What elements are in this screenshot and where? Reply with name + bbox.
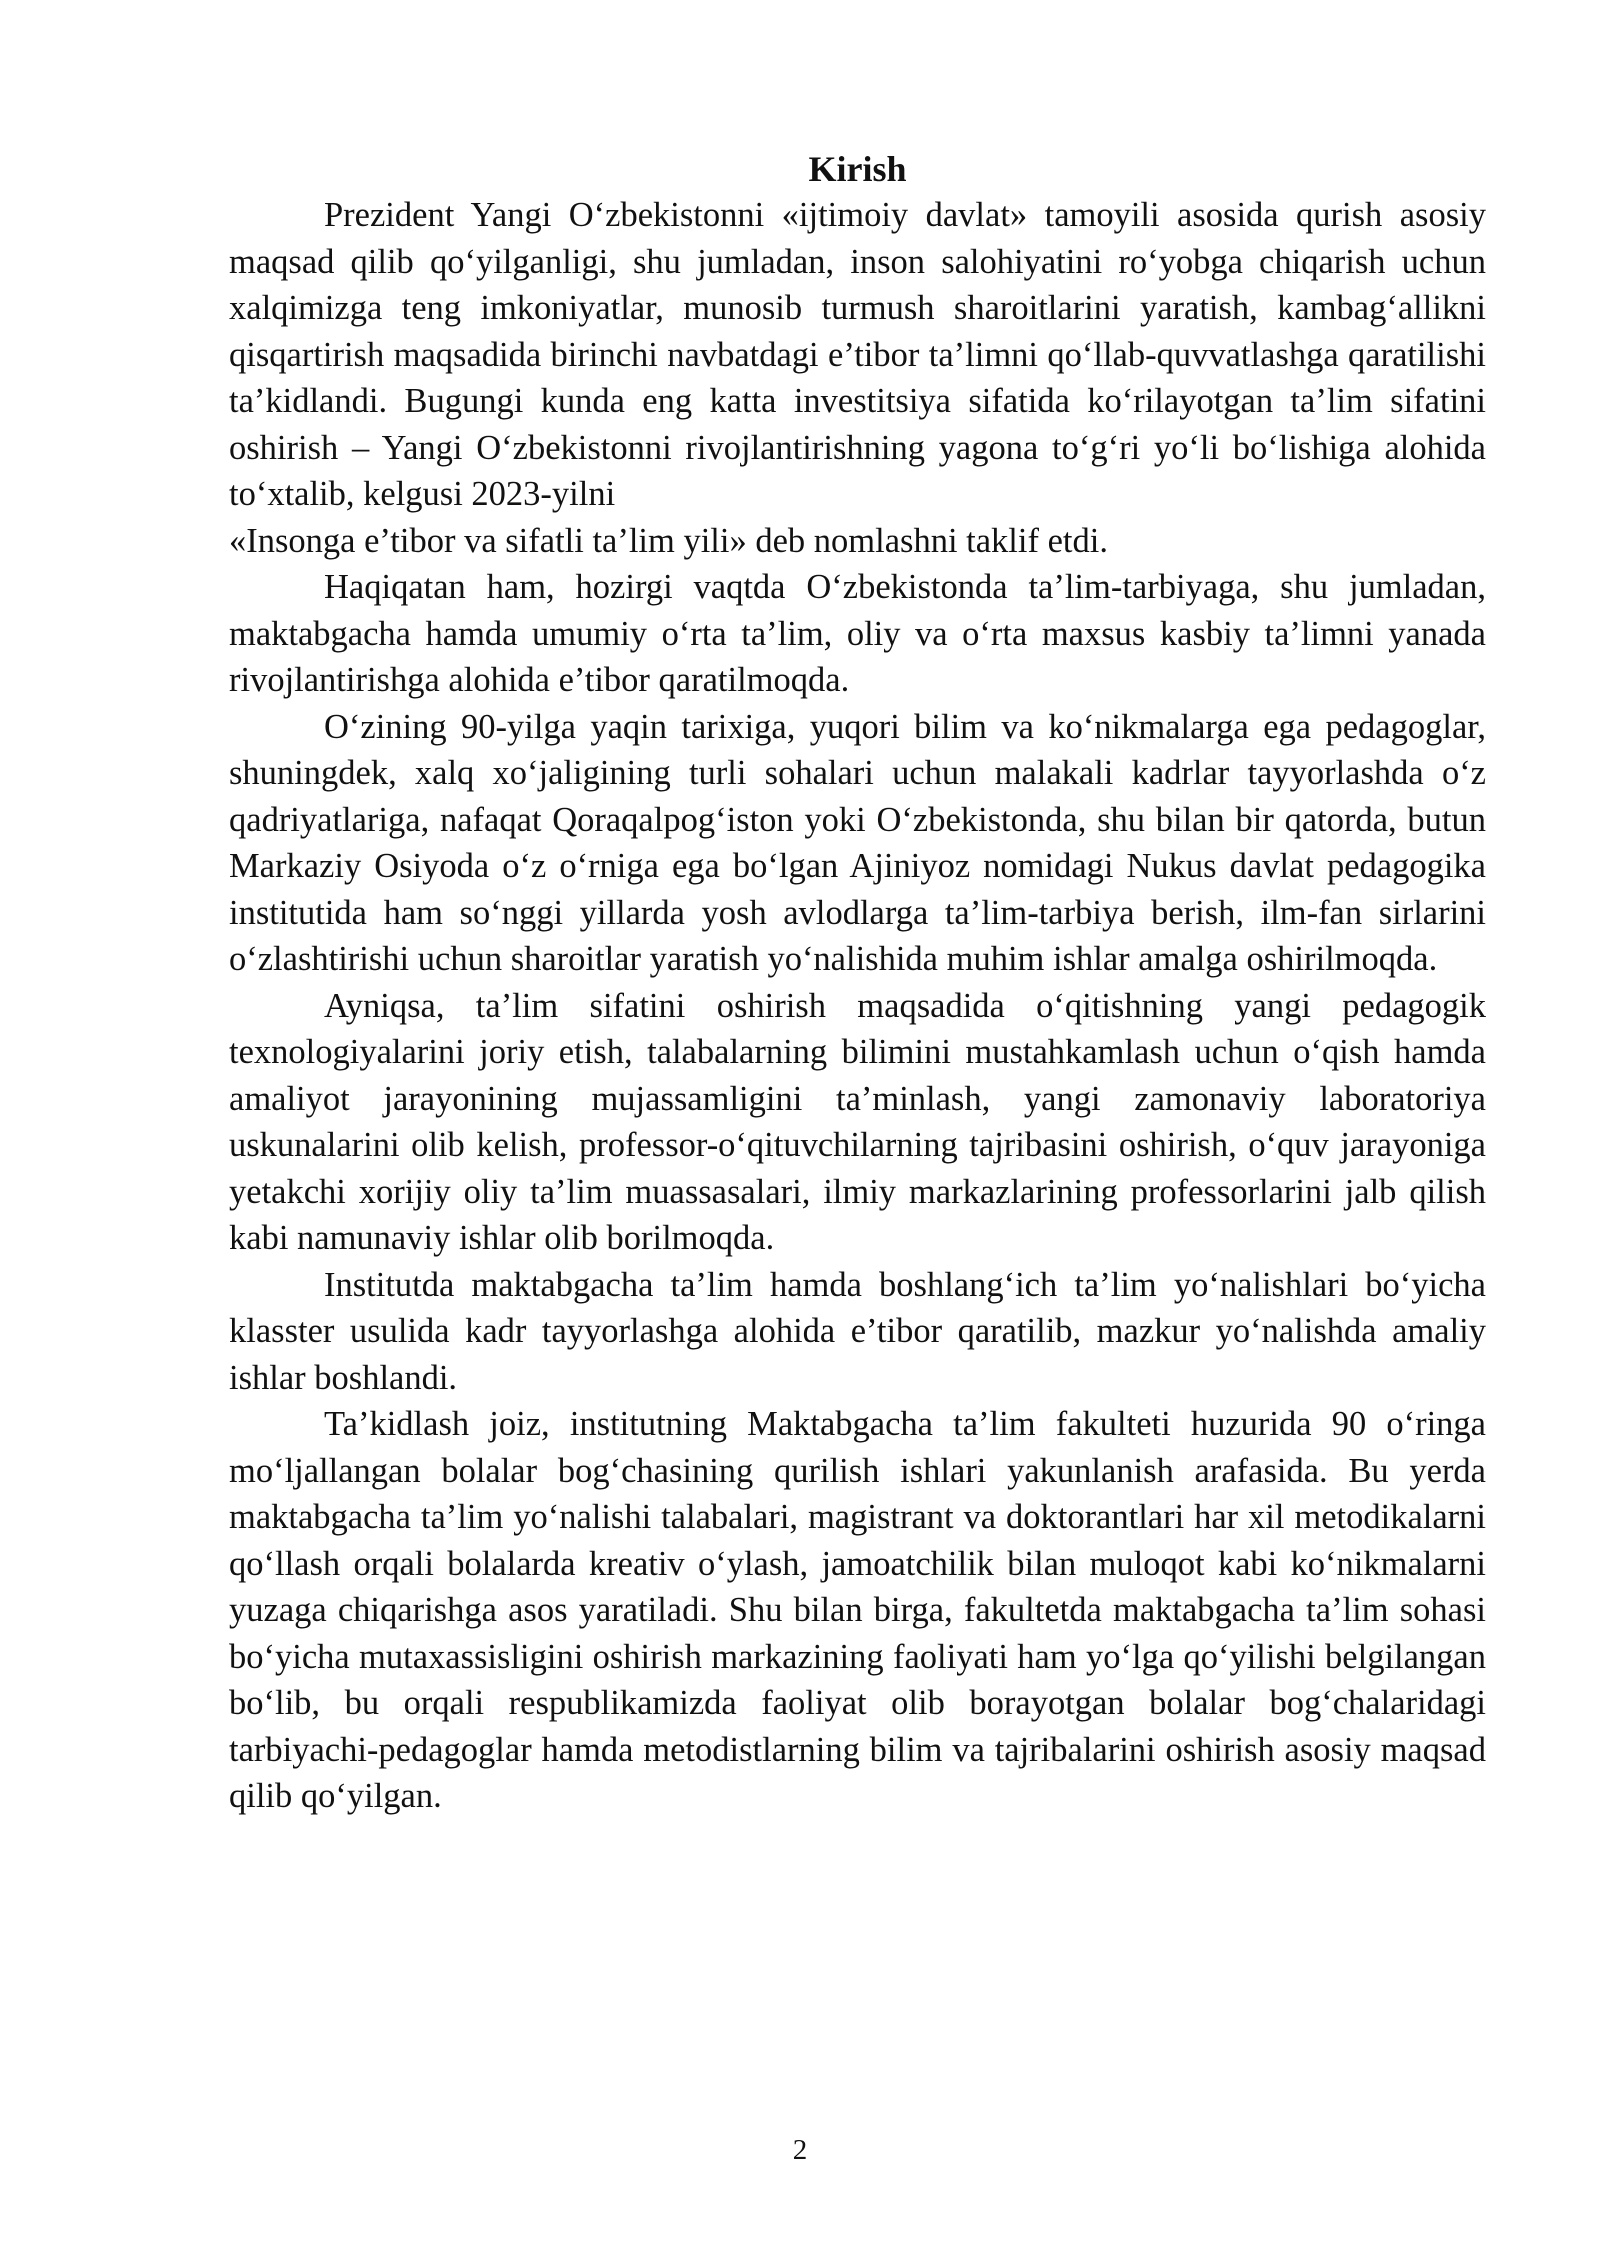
section-heading: Kirish bbox=[808, 149, 907, 189]
paragraph-2: «Insonga e’tibor va sifatli ta’lim yili» deb nomlashni taklif etdi. bbox=[229, 521, 1108, 560]
page-number: 2 bbox=[792, 2134, 808, 2166]
paragraph-4: O‘zining 90-yilga yaqin tarixiga, yuqori bilim va ko‘nikmalarga ega pedagoglar, shuningdek, xalq xo‘jaligining turli sohalari uchun malakali kadrlar tayyorlashda o‘z qadriyatlariga, nafaqat Qoraqalpog‘iston yoki O‘zbekistonda, shu bilan bir qatorda, butun Markaziy Osiyoda o‘z o‘rniga ega bo‘lgan Ajiniyoz nomidagi Nukus davlat pedagogika institutida ham so‘nggi yillarda yosh avlodlarga ta’lim-tarbiya berish, ilm-fan sirlarini o‘zlashtirishi uchun sharoitlar yaratish yo‘nalishida muhim ishlar amalga oshirilmoqda. bbox=[229, 707, 1486, 978]
paragraph-6: Institutda maktabgacha ta’lim hamda boshlang‘ich ta’lim yo‘nalishlari bo‘yicha klasster usulida kadr tayyorlashga alohida e’tibor qaratilib, mazkur yo‘nalishda amaliy ishlar boshlandi. bbox=[229, 1265, 1486, 1397]
paragraph-7: Ta’kidlash joiz, institutning Maktabgacha ta’lim fakulteti huzurida 90 o‘ringa mo‘ljallangan bolalar bog‘chasining qurilish ishlari yakunlanish arafasida. Bu yerda maktabgacha ta’lim yo‘nalishi talabalari, magistrant va doktorantlari har xil metodikalarni qo‘llash orqali bolalarda kreativ o‘ylash, jamoatchilik bilan muloqot kabi ko‘nikmalarni yuzaga chiqarishga asos yaratiladi. Shu bilan birga, fakultetda maktabgacha ta’lim sohasi bo‘yicha mutaxassisligini oshirish markazining faoliyati ham yo‘lga qo‘yilishi belgilangan bo‘lib, bu orqali respublikamizda faoliyat olib borayotgan bolalar bog‘chalaridagi tarbiyachi-pedagoglar hamda metodistlarning bilim va tajribalarini oshirish asosiy maqsad qilib qo‘yilgan. bbox=[229, 1405, 1486, 1815]
paragraph-3: Haqiqatan ham, hozirgi vaqtda O‘zbekistonda ta’lim-tarbiyaga, shu jumladan, maktabgacha hamda umumiy o‘rta ta’lim, oliy va o‘rta maxsus kasbiy ta’limni yanada rivojlantirishga alohida e’tibor qaratilmoqda. bbox=[229, 568, 1486, 699]
paragraph-1: Prezident Yangi O‘zbekistonni «ijtimoiy davlat» tamoyili asosida qurish asosiy maqsad qilib qo‘yilganligi, shu jumladan, inson salohiyatini ro‘yobga chiqarish uchun xalqimizga teng imkoniyatlar, munosib turmush sharoitlarini yaratish, kambag‘allikni qisqartirish maqsadida birinchi navbatdagi e’tibor ta’limni qo‘llab-quvvatlashga qaratilishi ta’kidlandi. Bugungi kunda eng katta investitsiya sifatida ko‘rilayotgan ta’lim sifatini oshirish – Yangi O‘zbekistonni rivojlantirishning yagona to‘g‘ri yo‘li bo‘lishiga alohida to‘xtalib, kelgusi 2023-yilni bbox=[229, 196, 1486, 513]
paragraph-5: Ayniqsa, ta’lim sifatini oshirish maqsadida o‘qitishning yangi pedagogik texnologiyalarini joriy etish, talabalarning bilimini mustahkamlash uchun o‘qish hamda amaliyot jarayonining mujassamligini ta’minlash, yangi zamonaviy laboratoriya uskunalarini olib kelish, professor-o‘qituvchilarning tajribasini oshirish, o‘quv jarayoniga yetakchi xorijiy oliy ta’lim muassasalari, ilmiy markazlarining professorlarini jalb qilish kabi namunaviy ishlar olib borilmoqda. bbox=[229, 986, 1486, 1257]
page-body bbox=[229, 146, 1486, 1820]
